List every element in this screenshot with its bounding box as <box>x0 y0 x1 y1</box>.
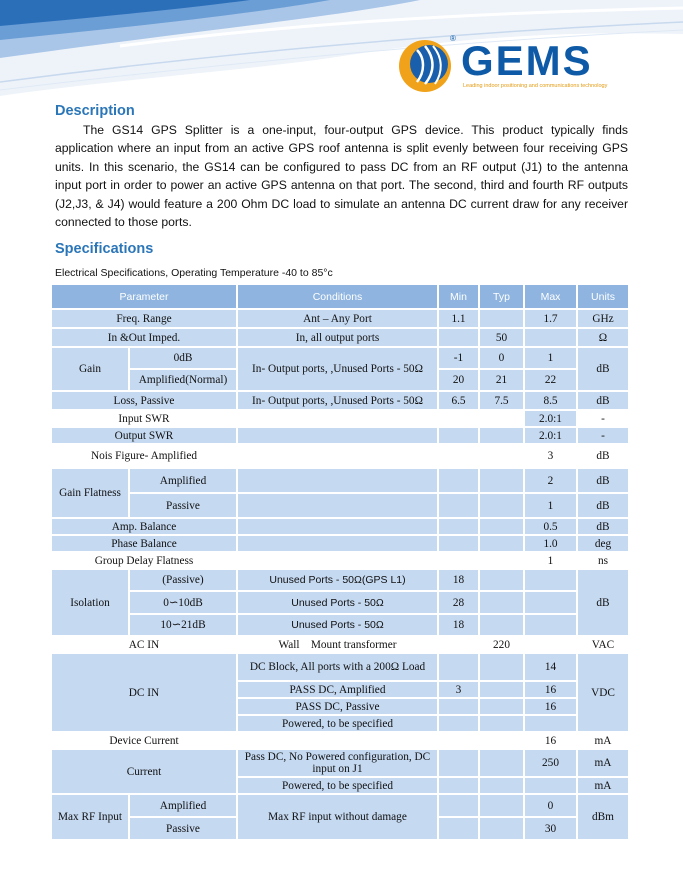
min-cell <box>439 637 478 652</box>
unit-cell: mA <box>578 778 628 793</box>
max-cell <box>525 329 576 346</box>
typ-cell <box>480 592 523 613</box>
min-cell: 18 <box>439 615 478 635</box>
max-cell: 2 <box>525 469 576 492</box>
min-cell <box>439 699 478 714</box>
unit-cell: dB <box>578 469 628 492</box>
condition-cell <box>238 411 437 426</box>
condition-cell <box>238 428 437 443</box>
max-cell: 0 <box>525 795 576 816</box>
unit-cell: dB <box>578 494 628 517</box>
typ-cell <box>480 310 523 327</box>
condition-cell: PASS DC, Passive <box>238 699 437 714</box>
condition-cell: PASS DC, Amplified <box>238 682 437 697</box>
table-row <box>52 411 628 426</box>
min-cell <box>439 553 478 568</box>
unit-cell: VAC <box>578 637 628 652</box>
min-cell <box>439 750 478 776</box>
header-max: Max <box>525 285 576 308</box>
min-cell <box>439 329 478 346</box>
header-units: Units <box>578 285 628 308</box>
max-cell: 30 <box>525 818 576 839</box>
table-row <box>52 733 628 748</box>
max-cell: 1 <box>525 553 576 568</box>
sub-param-cell: (Passive) <box>130 570 236 590</box>
table-header-row <box>52 285 628 308</box>
unit-cell: VDC <box>578 654 628 731</box>
typ-cell <box>480 519 523 534</box>
table-row <box>52 570 628 590</box>
param-cell: Max RF Input <box>52 795 128 839</box>
table-caption: Electrical Specifications, Operating Temperature -40 to 85°c <box>55 267 333 279</box>
header-parameter: Parameter <box>52 285 236 308</box>
typ-cell <box>480 818 523 839</box>
min-cell <box>439 494 478 517</box>
typ-cell: 0 <box>480 348 523 368</box>
sub-param-cell: 10∽21dB <box>130 615 236 635</box>
unit-cell: dB <box>578 392 628 409</box>
min-cell <box>439 733 478 748</box>
unit-cell: ns <box>578 553 628 568</box>
typ-cell: 220 <box>480 637 523 652</box>
unit-cell: dB <box>578 445 628 467</box>
unit-cell: dB <box>578 519 628 534</box>
typ-cell <box>480 411 523 426</box>
min-cell: 20 <box>439 370 478 390</box>
typ-cell <box>480 428 523 443</box>
sub-param-cell: Amplified <box>130 795 236 816</box>
typ-cell <box>480 778 523 793</box>
condition-cell: In- Output ports, ,Unused Ports - 50Ω <box>238 392 437 409</box>
min-cell <box>439 795 478 816</box>
min-cell: 18 <box>439 570 478 590</box>
max-cell <box>525 615 576 635</box>
min-cell: 1.1 <box>439 310 478 327</box>
condition-cell: Pass DC, No Powered configuration, DC input on J1 <box>238 750 437 776</box>
typ-cell <box>480 750 523 776</box>
table-row <box>52 329 628 346</box>
table-row <box>52 392 628 409</box>
max-cell: 1 <box>525 348 576 368</box>
header-min: Min <box>439 285 478 308</box>
typ-cell <box>480 699 523 714</box>
typ-cell <box>480 536 523 551</box>
condition-cell: Powered, to be specified <box>238 716 437 731</box>
max-cell: 16 <box>525 682 576 697</box>
min-cell: 3 <box>439 682 478 697</box>
min-cell: 6.5 <box>439 392 478 409</box>
min-cell <box>439 469 478 492</box>
typ-cell <box>480 654 523 680</box>
min-cell <box>439 716 478 731</box>
param-cell: DC IN <box>52 654 236 731</box>
table-row <box>52 469 628 492</box>
unit-cell: dB <box>578 570 628 635</box>
min-cell <box>439 445 478 467</box>
sub-param-cell: 0∽10dB <box>130 592 236 613</box>
table-row <box>52 592 628 613</box>
table-row <box>52 310 628 327</box>
max-cell: 1 <box>525 494 576 517</box>
sub-param-cell: Amplified <box>130 469 236 492</box>
typ-cell: 7.5 <box>480 392 523 409</box>
max-cell: 3 <box>525 445 576 467</box>
condition-cell <box>238 536 437 551</box>
min-cell <box>439 654 478 680</box>
typ-cell <box>480 716 523 731</box>
sub-param-cell: 0dB <box>130 348 236 368</box>
param-cell: AC IN <box>52 637 236 652</box>
min-cell: 28 <box>439 592 478 613</box>
param-cell: In &Out Imped. <box>52 329 236 346</box>
condition-cell <box>238 494 437 517</box>
sub-param-cell: Passive <box>130 494 236 517</box>
unit-cell: - <box>578 428 628 443</box>
typ-cell <box>480 795 523 816</box>
registered-mark: ® <box>450 34 456 43</box>
sub-param-cell: Passive <box>130 818 236 839</box>
header-conditions: Conditions <box>238 285 437 308</box>
typ-cell <box>480 570 523 590</box>
max-cell: 8.5 <box>525 392 576 409</box>
condition-cell <box>238 469 437 492</box>
min-cell <box>439 778 478 793</box>
typ-cell <box>480 615 523 635</box>
param-cell: Phase Balance <box>52 536 236 551</box>
max-cell <box>525 778 576 793</box>
table-row <box>52 654 628 680</box>
max-cell: 16 <box>525 699 576 714</box>
table-row <box>52 428 628 443</box>
logo-tagline: Leading indoor positioning and communications technology <box>463 83 608 89</box>
table-row <box>52 615 628 635</box>
condition-cell <box>238 553 437 568</box>
table-row <box>52 750 628 776</box>
min-cell <box>439 411 478 426</box>
max-cell: 250 <box>525 750 576 776</box>
table-row <box>52 795 628 816</box>
param-cell: Nois Figure- Amplified <box>52 445 236 467</box>
param-cell: Device Current <box>52 733 236 748</box>
param-cell: Isolation <box>52 570 128 635</box>
param-cell: Output SWR <box>52 428 236 443</box>
condition-cell: Unused Ports - 50Ω(GPS L1) <box>238 570 437 590</box>
param-cell: Amp. Balance <box>52 519 236 534</box>
condition-cell: Unused Ports - 50Ω <box>238 615 437 635</box>
logo-wordmark: GEMS <box>461 37 593 84</box>
max-cell: 2.0:1 <box>525 411 576 426</box>
unit-cell: - <box>578 411 628 426</box>
condition-cell: Unused Ports - 50Ω <box>238 592 437 613</box>
unit-cell: Ω <box>578 329 628 346</box>
typ-cell <box>480 682 523 697</box>
max-cell <box>525 570 576 590</box>
typ-cell <box>480 494 523 517</box>
max-cell: 14 <box>525 654 576 680</box>
min-cell: -1 <box>439 348 478 368</box>
max-cell: 16 <box>525 733 576 748</box>
min-cell <box>439 818 478 839</box>
typ-cell <box>480 445 523 467</box>
param-cell: Gain Flatness <box>52 469 128 517</box>
condition-cell: Max RF input without damage <box>238 795 437 839</box>
min-cell <box>439 519 478 534</box>
sub-param-cell: Amplified(Normal) <box>130 370 236 390</box>
condition-cell: Ant – Any Port <box>238 310 437 327</box>
table-row <box>52 536 628 551</box>
typ-cell: 21 <box>480 370 523 390</box>
condition-cell: In- Output ports, ,Unused Ports - 50Ω <box>238 348 437 390</box>
param-cell: Current <box>52 750 236 793</box>
condition-cell <box>238 445 437 467</box>
condition-cell: DC Block, All ports with a 200Ω Load <box>238 654 437 680</box>
param-cell: Freq. Range <box>52 310 236 327</box>
param-cell: Input SWR <box>52 411 236 426</box>
max-cell <box>525 716 576 731</box>
param-cell: Gain <box>52 348 128 390</box>
max-cell <box>525 637 576 652</box>
table-row <box>52 494 628 517</box>
unit-cell: dBm <box>578 795 628 839</box>
param-cell: Group Delay Flatness <box>52 553 236 568</box>
max-cell <box>525 592 576 613</box>
max-cell: 2.0:1 <box>525 428 576 443</box>
max-cell: 1.7 <box>525 310 576 327</box>
condition-cell: Powered, to be specified <box>238 778 437 793</box>
typ-cell: 50 <box>480 329 523 346</box>
description-heading: Description <box>55 103 135 119</box>
table-row <box>52 445 628 467</box>
typ-cell <box>480 733 523 748</box>
unit-cell: mA <box>578 733 628 748</box>
min-cell <box>439 536 478 551</box>
condition-cell: Wall Mount transformer <box>238 637 437 652</box>
max-cell: 22 <box>525 370 576 390</box>
max-cell: 0.5 <box>525 519 576 534</box>
specifications-table <box>50 283 630 841</box>
specifications-heading: Specifications <box>55 241 154 257</box>
typ-cell <box>480 553 523 568</box>
table-row <box>52 637 628 652</box>
description-text: The GS14 GPS Splitter is a one-input, four-output GPS device. This product typically finds application where an input from an active GPS roof antenna is split evenly between four receiving GPS units. In this scenario, the GS14 can be configured to pass DC from an RF output (J1) to the antenna input port in order to power an active GPS antenna on that port. The second, third and fourth RF outputs (J2,J3, & J4) would feature a 200 Ohm DC load to simulate an antenna DC current draw for any receiver connected to those ports. <box>55 123 628 230</box>
max-cell: 1.0 <box>525 536 576 551</box>
condition-cell <box>238 733 437 748</box>
condition-cell: In, all output ports <box>238 329 437 346</box>
typ-cell <box>480 469 523 492</box>
table-row <box>52 348 628 368</box>
condition-cell <box>238 519 437 534</box>
unit-cell: GHz <box>578 310 628 327</box>
param-cell: Loss, Passive <box>52 392 236 409</box>
table-row <box>52 519 628 534</box>
min-cell <box>439 428 478 443</box>
unit-cell: mA <box>578 750 628 776</box>
header-typ: Typ <box>480 285 523 308</box>
unit-cell: deg <box>578 536 628 551</box>
gems-logo <box>395 36 635 96</box>
table-row <box>52 553 628 568</box>
globe-icon <box>395 36 455 94</box>
unit-cell: dB <box>578 348 628 390</box>
